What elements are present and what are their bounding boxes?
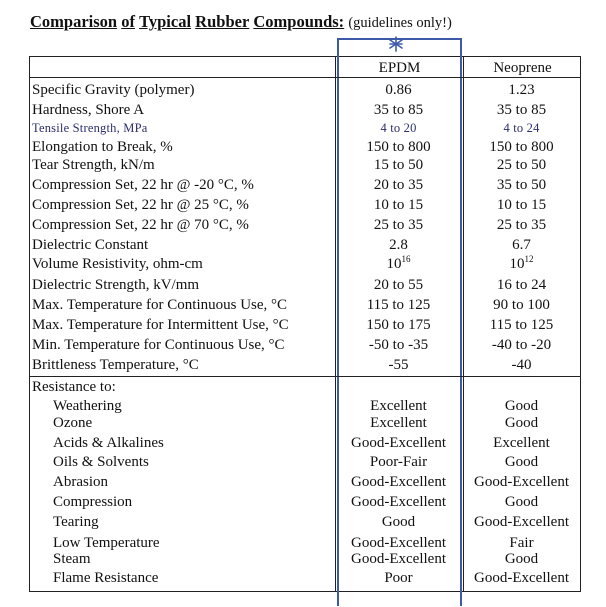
resistance-label: Tearing [53,514,99,530]
epdm-value: 150 to 175 [366,317,431,333]
property-label: Specific Gravity (polymer) [32,82,195,98]
neoprene-value: 150 to 800 [489,139,554,155]
table-row [29,568,581,588]
epdm-value: 35 to 85 [373,102,424,118]
neoprene-value: -40 to -20 [491,337,552,353]
property-label: Compression Set, 22 hr @ 70 °C, % [32,217,249,233]
neoprene-value: 10 to 15 [496,197,547,213]
column-header-neoprene: Neoprene [493,60,552,76]
property-label: Compression Set, 22 hr @ 25 °C, % [32,197,249,213]
neoprene-value: Excellent [493,435,550,451]
title-word: Typical [139,12,192,31]
epdm-value: Poor-Fair [369,454,428,470]
epdm-value: 15 to 50 [373,157,424,173]
epdm-value: Poor [384,570,413,586]
neoprene-value: 90 to 100 [493,297,550,313]
neoprene-value: Good [504,398,539,414]
table-row [29,452,581,472]
epdm-value: 0.86 [385,82,412,98]
resistance-heading-row [29,377,581,397]
resistance-label: Oils & Solvents [53,454,149,470]
title-word: of [121,12,135,31]
resistance-label: Compression [53,494,133,510]
property-label: Elongation to Break, % [32,139,173,155]
epdm-value: 20 to 35 [373,177,424,193]
neoprene-value: 6.7 [512,237,531,253]
resistance-label: Acids & Alkalines [53,435,164,451]
table-row [29,295,581,315]
epdm-value: Good-Excellent [351,435,446,451]
exponent: 12 [524,254,534,264]
document-title [30,12,452,32]
neoprene-value: 25 to 35 [496,217,547,233]
table-row [29,413,581,433]
epdm-value: Good-Excellent [351,535,446,551]
table-row [29,137,581,157]
resistance-label: Flame Resistance [53,570,159,586]
neoprene-value: Good-Excellent [474,514,569,530]
epdm-value: 115 to 125 [366,297,431,313]
epdm-value: 150 to 800 [366,139,431,155]
resistance-label: Ozone [53,415,93,431]
neoprene-value: Good [504,454,539,470]
neoprene-value: $10^{12}$ [509,254,534,272]
title-word: Compounds: [253,12,345,31]
table-row [29,315,581,335]
annotation-line [337,38,462,40]
neoprene-value: 35 to 50 [496,177,547,193]
exponent: 16 [401,254,411,264]
epdm-value: Excellent [370,398,427,414]
resistance-label: Abrasion [53,474,108,490]
property-label: Compression Set, 22 hr @ -20 °C, % [32,177,254,193]
epdm-value: 10 to 15 [373,197,424,213]
property-label: Dielectric Strength, kV/mm [32,277,200,293]
neoprene-value: 16 to 24 [496,277,547,293]
table-row [29,235,581,255]
epdm-value: $10^{16}$ [386,254,411,272]
epdm-value: Good-Excellent [351,474,446,490]
table-row [29,100,581,120]
epdm-value: Good-Excellent [351,494,446,510]
epdm-value: Good [381,514,416,530]
table-row [29,215,581,235]
epdm-value: -50 to -35 [368,337,429,353]
property-label: Min. Temperature for Continuous Use, °C [32,337,285,353]
property-label: Hardness, Shore A [32,102,145,118]
epdm-value: 2.8 [389,237,408,253]
neoprene-value: 25 to 50 [496,157,547,173]
property-label: Max. Temperature for Continuous Use, °C [32,297,288,313]
property-label: Max. Temperature for Intermittent Use, °C [32,317,289,333]
epdm-value: 25 to 35 [373,217,424,233]
neoprene-value: 115 to 125 [489,317,554,333]
neoprene-value: Good-Excellent [474,474,569,490]
neoprene-value: Good-Excellent [474,570,569,586]
property-label: Tear Strength, kN/m [32,157,155,173]
neoprene-value: 1.23 [508,82,535,98]
table-row [29,549,581,569]
neoprene-value: 35 to 85 [496,102,547,118]
neoprene-value: Good [504,494,539,510]
title-word: Comparison [30,12,118,31]
neoprene-value: Fair [509,535,534,551]
table-row [29,492,581,512]
column-header-epdm: EPDM [378,60,421,76]
epdm-value: 20 to 55 [373,277,424,293]
resistance-label: Weathering [53,398,122,414]
resistance-heading: Resistance to: [32,379,116,395]
table-row [29,254,581,274]
neoprene-value: Good [504,415,539,431]
table-row [29,155,581,175]
property-label: Volume Resistivity, ohm-cm [32,256,203,272]
neoprene-value: 4 to 24 [503,121,540,135]
table-row [29,433,581,453]
table-row [29,355,581,375]
property-label: Dielectric Constant [32,237,149,253]
epdm-value: Excellent [370,415,427,431]
table-row [29,335,581,355]
title-word: Rubber [195,12,250,31]
table-row [29,118,581,138]
property-label: Tensile Strength, MPa [32,121,148,135]
epdm-value: 4 to 20 [380,121,417,135]
table-row [29,275,581,295]
table-row [29,175,581,195]
resistance-label: Low Temperature [53,535,160,551]
title-subtitle: (guidelines only!) [348,15,452,31]
epdm-value: -55 [388,357,409,373]
epdm-value: Good-Excellent [351,551,446,567]
table-row [29,80,581,100]
neoprene-value: Good [504,551,539,567]
table-row [29,512,581,532]
resistance-label: Steam [53,551,91,567]
table-row [29,195,581,215]
table-row [29,472,581,492]
neoprene-value: -40 [511,357,532,373]
property-label: Brittleness Temperature, °C [32,357,199,373]
